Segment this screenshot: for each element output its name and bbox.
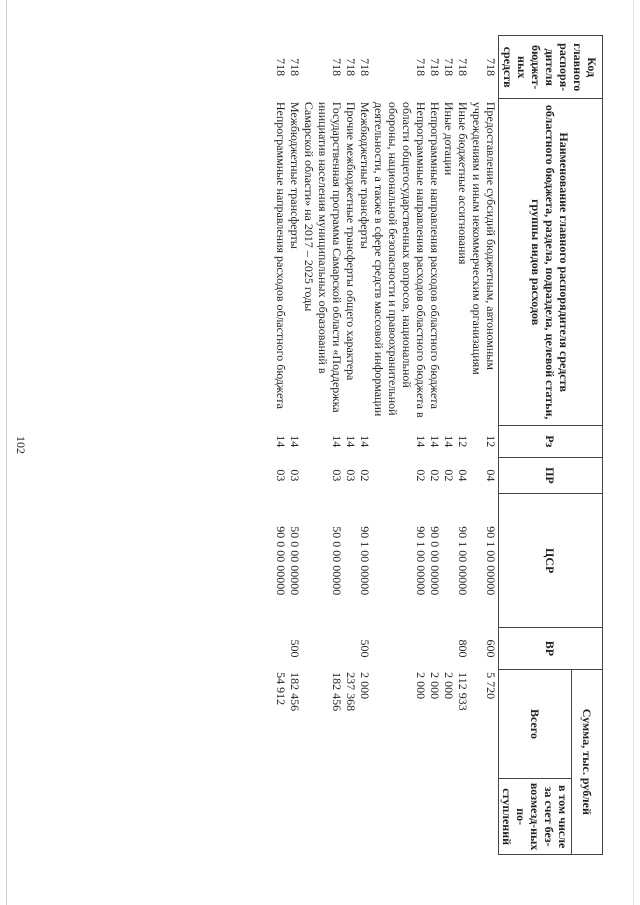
cell-name: Прочие межбюджетные трансферты общего характера xyxy=(344,101,358,381)
cell-pr: 02 xyxy=(358,469,372,482)
cell-name: Межбюджетные трансферты xyxy=(358,101,372,249)
cell-rz: 14 xyxy=(288,435,302,448)
cell-vr: 500 xyxy=(288,639,302,658)
cell-csr: 90 0 00 00000 xyxy=(274,526,288,596)
cell-name: Иные бюджетные ассигнования xyxy=(456,101,470,265)
scan-edge-right xyxy=(633,0,634,905)
cell-pr: 04 xyxy=(456,469,470,482)
cell-csr: 90 1 00 00000 xyxy=(358,526,372,596)
cell-total: 5 720 xyxy=(484,672,498,700)
cell-vr: 500 xyxy=(358,639,372,658)
cell-total: 2 000 xyxy=(428,672,442,700)
cell-code: 718 xyxy=(442,58,456,77)
cell-total: 182 456 xyxy=(330,672,344,712)
cell-code: 718 xyxy=(484,58,498,77)
cell-vr xyxy=(372,628,428,669)
cell-name: Предоставление субсидий бюджетным, автономным учреждениям и иным некоммерческим организациям xyxy=(470,101,498,375)
cell-code: 718 xyxy=(456,58,470,77)
cell-vr xyxy=(302,628,344,669)
cell-incl xyxy=(358,779,372,855)
table-row xyxy=(358,36,372,855)
cell-name: Государственная программа Самарской области «Поддержка инициатив населения муниципальных образований в Самарской области» на 2017 – 2025 годы xyxy=(302,101,344,413)
cell-code: 718 xyxy=(288,58,302,77)
cell-csr xyxy=(344,494,358,628)
cell-incl xyxy=(428,779,442,855)
cell-total: 2 000 xyxy=(414,672,428,700)
cell-code: 718 xyxy=(428,58,442,77)
cell-incl xyxy=(456,779,470,855)
cell-pr: 04 xyxy=(484,469,498,482)
cell-vr: 600 xyxy=(484,639,498,658)
cell-name: Непрограммные направления расходов областного бюджета xyxy=(274,101,288,409)
cell-code: 718 xyxy=(414,58,428,77)
table-row xyxy=(344,36,358,855)
table-row xyxy=(288,36,302,855)
cell-total: 112 933 xyxy=(456,672,470,711)
cell-code: 718 xyxy=(344,58,358,77)
cell-vr: 800 xyxy=(456,639,470,658)
cell-csr: 90 0 00 00000 xyxy=(428,526,442,596)
cell-rz: 14 xyxy=(330,435,344,448)
header-code: Код главного распоря-дителя бюджет-ных средств xyxy=(499,36,603,99)
cell-rz: 12 xyxy=(456,435,470,448)
cell-incl xyxy=(288,779,302,855)
cell-csr: 90 1 00 00000 xyxy=(414,526,428,596)
cell-name: Межбюджетные трансферты xyxy=(288,101,302,249)
table-row xyxy=(442,36,456,855)
cell-pr: 03 xyxy=(330,469,344,482)
table-row xyxy=(372,36,428,855)
cell-rz: 14 xyxy=(358,435,372,448)
cell-pr: 03 xyxy=(274,469,288,482)
cell-incl xyxy=(372,779,428,855)
cell-pr: 02 xyxy=(442,469,456,482)
header-name: Наименование главного распорядителя средств областного бюджета, раздела, подраздела, целевой статьи, группы видов расходов xyxy=(499,99,603,426)
cell-incl xyxy=(302,779,344,855)
cell-csr xyxy=(442,494,456,628)
cell-pr: 02 xyxy=(428,469,442,482)
table-body xyxy=(274,36,499,855)
cell-vr xyxy=(344,628,358,669)
cell-rz: 14 xyxy=(344,435,358,448)
cell-total: 182 456 xyxy=(288,672,302,712)
cell-rz: 14 xyxy=(414,435,428,448)
cell-incl xyxy=(344,779,358,855)
cell-incl xyxy=(442,779,456,855)
cell-name: Непрограммные направления расходов областного бюджета xyxy=(428,101,442,409)
cell-incl xyxy=(470,779,499,855)
budget-table xyxy=(274,35,603,855)
cell-name: Непрограммные направления расходов областного бюджета в области общегосударственных вопросов, национальной обороны, национальной безопасности и правоохранительной деятельности, а также в сфере средств массовой информации xyxy=(372,101,428,418)
cell-csr: 90 1 00 00000 xyxy=(456,526,470,596)
table-row xyxy=(302,36,344,855)
cell-total: 54 912 xyxy=(274,672,288,706)
cell-vr xyxy=(428,628,442,669)
table-row xyxy=(456,36,470,855)
cell-rz: 14 xyxy=(442,435,456,448)
cell-rz: 12 xyxy=(484,435,498,448)
header-sum-group: Сумма, тыс. рублей xyxy=(572,669,603,854)
scan-edge-left xyxy=(6,0,7,905)
cell-code: 718 xyxy=(274,58,288,77)
header-vr: ВР xyxy=(499,628,603,669)
cell-code: 718 xyxy=(358,58,372,77)
rotated-page xyxy=(14,35,603,855)
table-row xyxy=(274,36,288,855)
table-row xyxy=(470,36,499,855)
header-total: Всего xyxy=(499,669,572,779)
cell-rz: 14 xyxy=(274,435,288,448)
cell-pr: 03 xyxy=(344,469,358,482)
cell-pr: 03 xyxy=(288,469,302,482)
cell-pr: 02 xyxy=(414,469,428,482)
cell-total: 237 368 xyxy=(344,672,358,712)
cell-vr xyxy=(442,628,456,669)
cell-name: Иные дотации xyxy=(442,101,456,176)
cell-incl xyxy=(274,779,288,855)
cell-total: 2 000 xyxy=(358,672,372,700)
cell-total: 2 000 xyxy=(442,672,456,700)
page-number: 102 xyxy=(14,436,28,454)
header-pr: ПР xyxy=(499,457,603,494)
header-csr: ЦСР xyxy=(499,494,603,628)
cell-csr: 50 0 00 00000 xyxy=(330,526,344,596)
table-header xyxy=(499,36,603,855)
header-incl: в том числе за счет без-возмезд-ных по-ступлений xyxy=(499,779,572,855)
table-row xyxy=(428,36,442,855)
cell-csr: 50 0 00 00000 xyxy=(288,526,302,596)
cell-vr xyxy=(274,628,288,669)
header-rz: Рз xyxy=(499,425,603,457)
cell-code: 718 xyxy=(330,58,344,77)
cell-rz: 14 xyxy=(428,435,442,448)
cell-csr: 90 1 00 00000 xyxy=(484,526,498,596)
